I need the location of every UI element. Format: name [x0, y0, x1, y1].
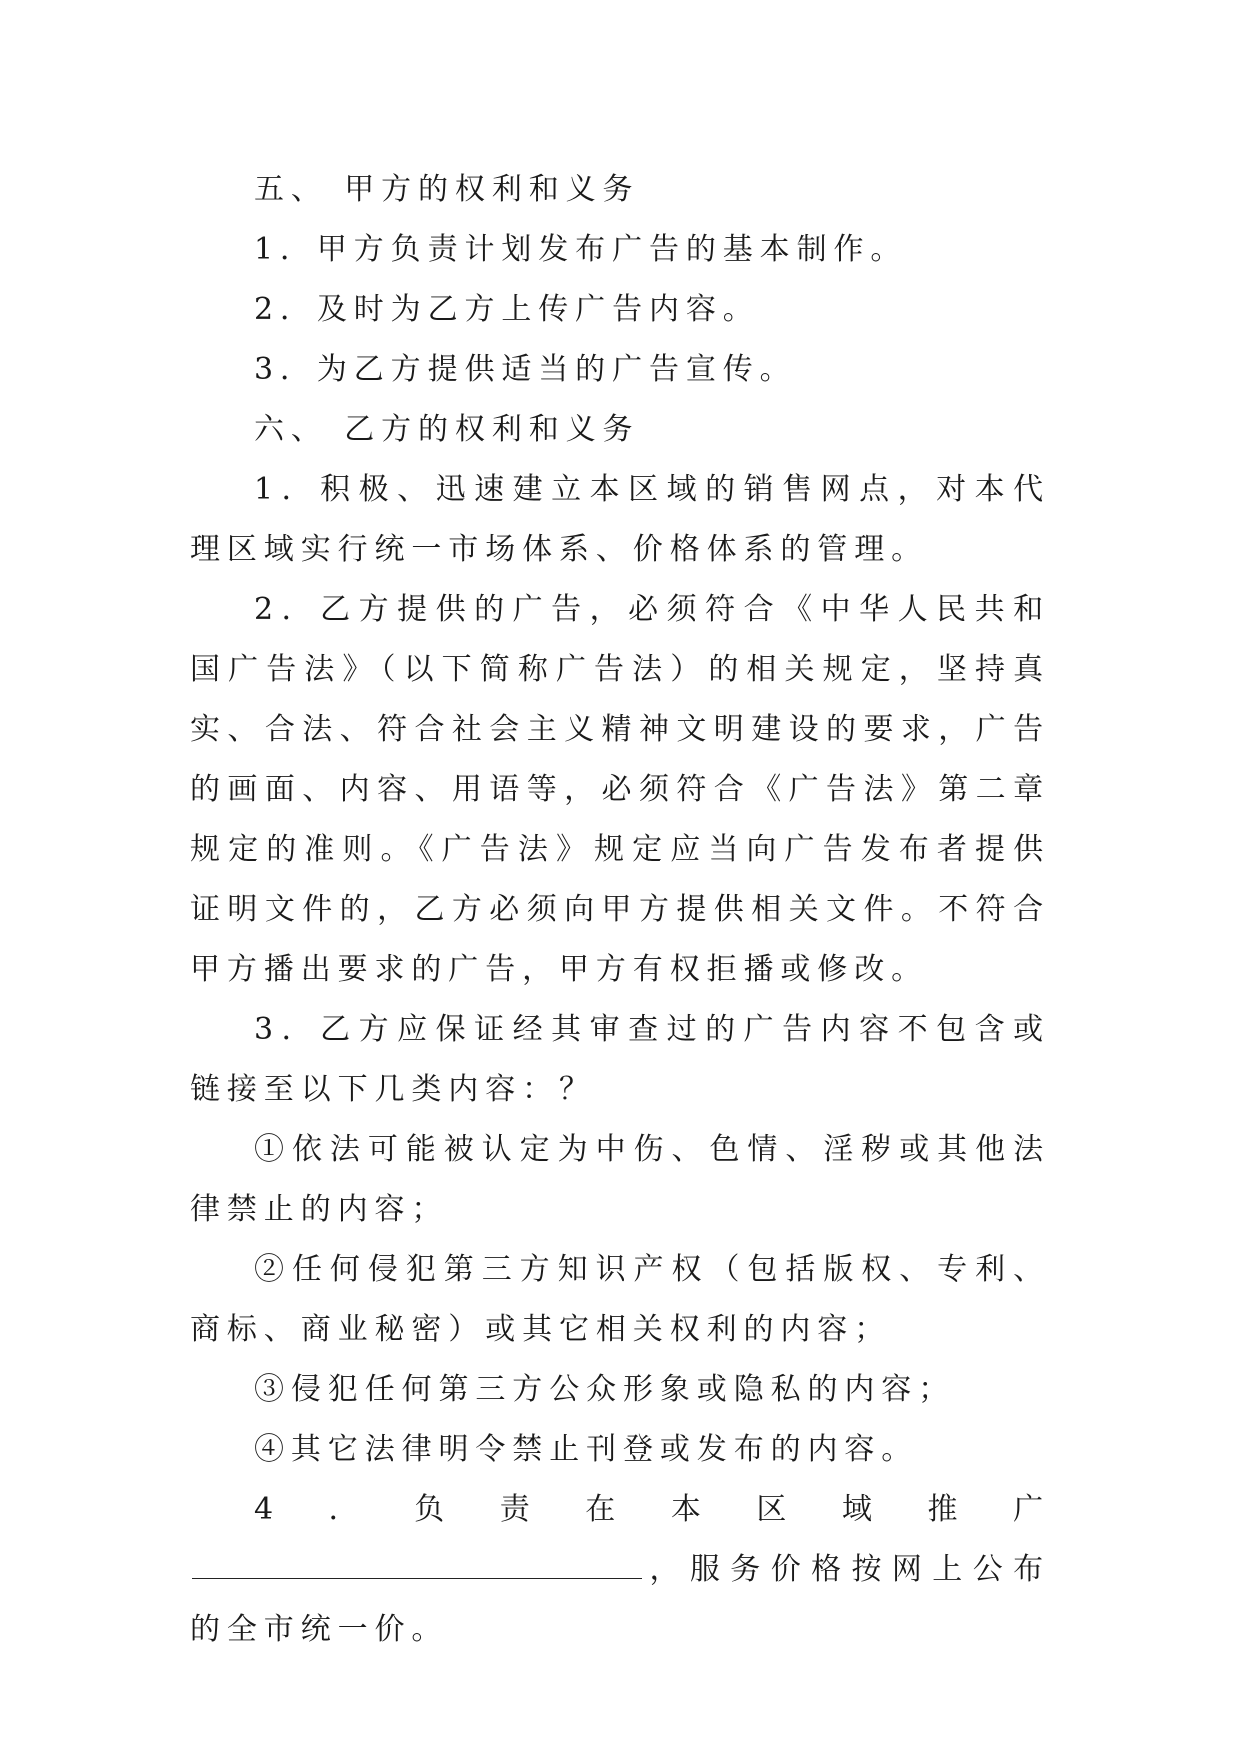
- party-b-item-1: 1．积极、迅速建立本区域的销售网点，对本代理区域实行统一市场体系、价格体系的管理。: [190, 472, 1050, 567]
- fill-in-blank[interactable]: [192, 1552, 642, 1579]
- prohibited-content-1: ①依法可能被认定为中伤、色情、淫秽或其他法律禁止的内容；: [190, 1132, 1050, 1227]
- party-a-item-1: 1．甲方负责计划发布广告的基本制作。: [254, 232, 908, 267]
- party-a-item-3: 3．为乙方提供适当的广告宣传。: [254, 352, 797, 387]
- section-heading-5: 五、 甲方的权利和义务: [254, 172, 640, 207]
- item4-text-after: ，服务价格按网上公布的全市统一价。: [190, 1552, 1050, 1647]
- party-b-item-4: [190, 1480, 1050, 1660]
- prohibited-content-3: ③侵犯任何第三方公众形象或隐私的内容；: [254, 1372, 956, 1407]
- prohibited-content-2: ②任何侵犯第三方知识产权（包括版权、专利、商标、商业秘密）或其它相关权利的内容；: [190, 1252, 1050, 1347]
- prohibited-content-4: ④其它法律明令禁止刊登或发布的内容。: [254, 1432, 919, 1467]
- section-heading-6: 六、 乙方的权利和义务: [254, 412, 640, 447]
- party-b-item-3: 3．乙方应保证经其审查过的广告内容不包含或链接至以下几类内容：？: [190, 1012, 1050, 1107]
- party-b-item-2: 2．乙方提供的广告，必须符合《中华人民共和国广告法》（以下简称广告法）的相关规定，坚持真实、合法、符合社会主义精神文明建设的要求，广告的画面、内容、用语等，必须符合《广告法》第二章规定的准则。《广告法》规定应当向广告发布者提供证明文件的，乙方必须向甲方提供相关文件。不符合甲方播出要求的广告，甲方有权拒播或修改。: [190, 592, 1050, 987]
- document-page: [190, 160, 1050, 1660]
- party-a-item-2: 2．及时为乙方上传广告内容。: [254, 292, 760, 327]
- item4-text-before: 4．负责在本区域推广: [254, 1492, 1050, 1527]
